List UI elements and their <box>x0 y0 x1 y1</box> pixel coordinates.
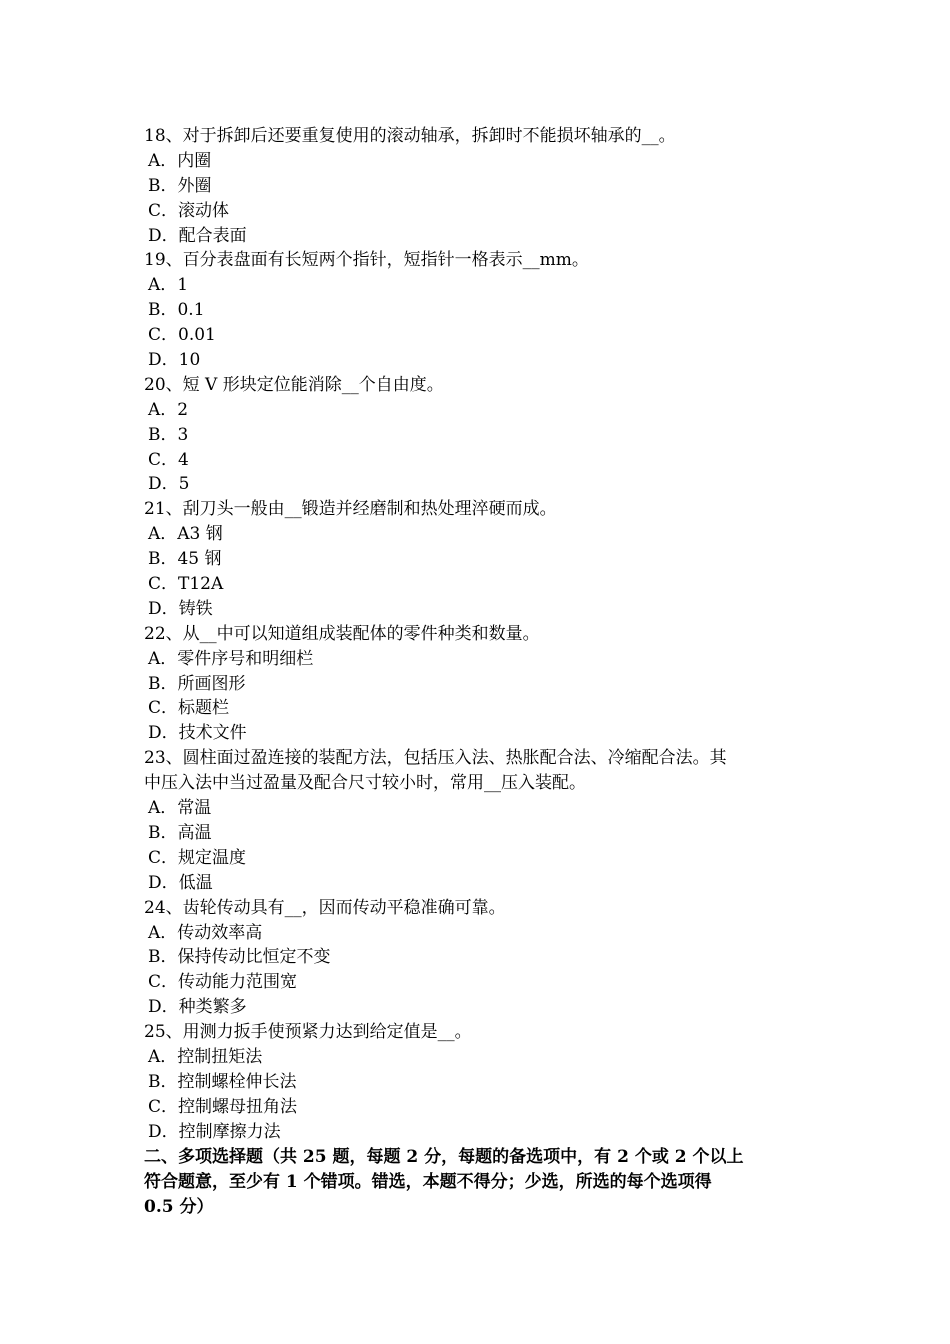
question-21-option-d: D．铸铁 <box>148 598 213 619</box>
question-23-stem-line-2: 中压入法中当过盈量及配合尺寸较小时，常用__压入装配。 <box>144 773 586 794</box>
question-24-option-b: B．保持传动比恒定不变 <box>148 947 331 968</box>
question-21-option-b: B．45 钢 <box>148 549 222 570</box>
question-18-stem: 18、对于拆卸后还要重复使用的滚动轴承，拆卸时不能损坏轴承的__。 <box>144 126 676 146</box>
question-18-option-d: D．配合表面 <box>148 225 247 246</box>
question-25-option-c: C．控制螺母扭角法 <box>148 1096 298 1117</box>
question-23-option-a: A．常温 <box>148 798 212 819</box>
question-24-option-c: C．传动能力范围宽 <box>148 972 298 993</box>
section-heading-line-3: 0.5 分） <box>144 1196 214 1217</box>
question-25-option-a: A．控制扭矩法 <box>148 1046 263 1067</box>
section-heading-line-1: 二、多项选择题（共 25 题，每题 2 分，每题的备选项中，有 2 个或 2 个以上 <box>144 1146 744 1167</box>
question-19-option-a: A．1 <box>148 275 189 296</box>
question-23-option-b: B．高温 <box>148 822 212 843</box>
question-22-option-b: B．所画图形 <box>148 673 246 694</box>
question-18-option-c: C．滚动体 <box>148 200 230 221</box>
question-20-option-d: D．5 <box>148 474 190 495</box>
question-24-stem: 24、齿轮传动具有__，因而传动平稳准确可靠。 <box>144 897 506 918</box>
question-22-option-c: C．标题栏 <box>148 698 230 719</box>
question-25-stem: 25、用测力扳手使预紧力达到给定值是__。 <box>144 1022 472 1043</box>
question-22-option-a: A．零件序号和明细栏 <box>148 648 314 669</box>
question-20-option-b: B．3 <box>148 424 189 445</box>
question-20-option-c: C．4 <box>148 449 189 470</box>
question-21-option-a: A．A3 钢 <box>148 524 223 545</box>
question-21-option-c: C．T12A <box>148 574 224 595</box>
question-19-option-c: C．0.01 <box>148 325 216 346</box>
question-25-option-d: D．控制摩擦力法 <box>148 1121 281 1142</box>
question-23-option-d: D．低温 <box>148 872 213 893</box>
question-19-option-b: B．0.1 <box>148 300 205 321</box>
question-19-option-d: D．10 <box>148 350 201 371</box>
question-19-stem: 19、百分表盘面有长短两个指针，短指针一格表示__mm。 <box>144 250 589 271</box>
document-body <box>144 124 810 1220</box>
question-24-option-a: A．传动效率高 <box>148 922 263 943</box>
question-25-option-b: B．控制螺栓伸长法 <box>148 1071 297 1092</box>
question-22-option-d: D．技术文件 <box>148 723 247 744</box>
question-23-option-c: C．规定温度 <box>148 847 247 868</box>
question-23-stem-line-1: 23、圆柱面过盈连接的装配方法，包括压入法、热胀配合法、冷缩配合法。其 <box>144 748 727 769</box>
question-21-stem: 21、刮刀头一般由__锻造并经磨制和热处理淬硬而成。 <box>144 499 557 520</box>
section-heading-multiple-choice <box>144 1145 810 1220</box>
question-22-stem: 22、从__中可以知道组成装配体的零件种类和数量。 <box>144 623 540 644</box>
question-20-option-a: A．2 <box>148 399 189 420</box>
question-18-option-a: A．内圈 <box>148 150 212 171</box>
section-heading-line-2: 符合题意，至少有 1 个错项。错选，本题不得分；少选，所选的每个选项得 <box>144 1171 712 1192</box>
question-18-option-b: B．外圈 <box>148 175 212 196</box>
question-20-stem: 20、短 V 形块定位能消除__个自由度。 <box>144 374 444 395</box>
question-24-option-d: D．种类繁多 <box>148 997 247 1018</box>
